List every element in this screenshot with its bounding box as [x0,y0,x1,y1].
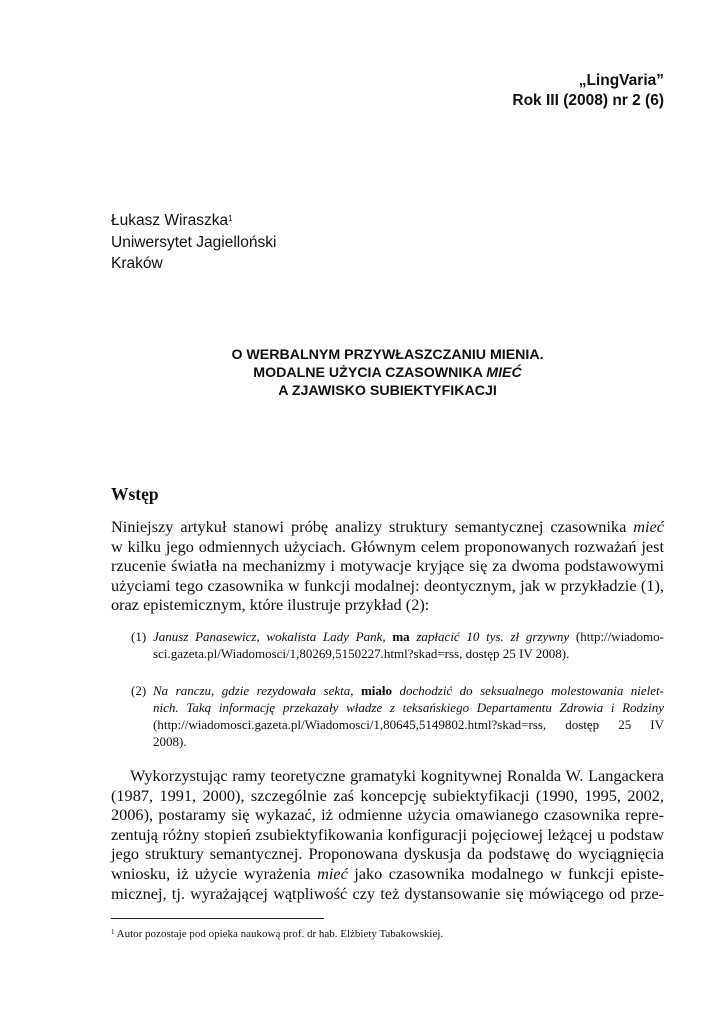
journal-name: „LingVaria” [578,72,664,89]
example-number: (1) [131,629,147,644]
author-block [111,210,276,275]
footnote-mark: 1 [111,928,115,936]
journal-issue: Rok III (2008) nr 2 (6) [512,92,664,109]
body-line: Wykorzystując ramy teoretyczne gramatyki kognitywnej Ronalda W. Langackera [130,766,664,785]
author-affiliation: Uniwersytet Jagielloński [111,233,277,251]
body-paragraph [111,766,664,903]
example-line: Janusz Panasewicz, wokalista Lady Pank, ma zapłacić 10 tys. zł grzywny (http://wiadomo- [153,629,664,644]
intro-line: w kilku jego odmiennych użyciach. Głównym celem proponowanych rozważań jest [111,536,664,556]
example-body [153,682,664,750]
title-line-2: MODALNE UŻYCIA CZASOWNIKA MIEĆ [253,365,522,381]
example-link[interactable]: (http://wiadomosci.gazeta.pl/Wiadomosci/1,80645,5149802.html?skad=rss, dostęp 25 IV [153,717,664,732]
intro-line: oraz epistemicznym, które ilustruje przykład (2): [111,595,430,615]
section-heading: Wstęp [111,484,159,504]
title-line-1: O WERBALNYM PRZYWŁASZCZANIU MIENIA. [231,347,544,363]
example-line: 2008). [153,734,187,749]
author-city: Kraków [111,255,163,272]
title-italic-verb: MIEĆ [486,365,522,381]
intro-line: użyciami tego czasownika w funkcji modalnej: deontycznym, jak w przykładzie (1), [111,575,664,595]
body-line: micznej, tj. wyrażającej wątpliwość czy też dystansowanie się mówiącego od prze- [111,883,664,903]
example-body [153,628,664,662]
footnote-text: Autor pozostaje pod opieka naukową prof. dr hab. Elżbiety Tabakowskiej. [114,928,444,940]
example-bold-verb: miało [360,683,393,698]
example-bold-verb: ma [392,629,410,644]
body-line: wniosku, iż użycie wyrażenia mieć jako czasownika modalnego w funkcji episte- [111,863,664,883]
body-line: 2006), postaramy się wykazać, iż odmienne użycia omawianego czasownika repre- [111,805,664,825]
example-1 [131,628,664,662]
footnote [111,928,443,940]
body-line: zentują różny stopień zsubiektyfikowania konfiguracji pojęciowej leżącej u podstaw [111,824,664,844]
example-link[interactable]: (http://wiadomo- [569,629,664,644]
body-line: jego struktury semantycznej. Proponowana dyskusja da podstawę do wyciągnięcia [111,844,664,864]
example-link[interactable]: sci.gazeta.pl/Wiadomosci/1,80269,5150227.html?skad=rss, dostęp 25 IV 2008). [153,646,570,661]
intro-line: rzucenie światła na mechanizmy i motywacje kryjące się za dwoma podstawowymi [111,556,664,576]
example-2 [131,682,664,750]
example-line: nich. Taką informację przekazały władze z teksańskiego Departamentu Zdrowia i Rodziny [153,700,664,715]
title-line-3: A ZJAWISKO SUBIEKTYFIKACJI [278,383,497,399]
intro-paragraph [111,517,664,615]
author-name: Łukasz Wiraszka$^1$ [111,212,233,229]
footnote-divider [111,918,324,919]
article-title [111,346,664,400]
example-line: Na ranczu, gdzie rezydowała sekta, miało dochodzić do seksualnego molestowania nielet- [153,683,664,698]
author-footnote-mark[interactable]: 1 [228,214,233,223]
example-number: (2) [131,683,147,698]
intro-line: Niniejszy artykuł stanowi próbę analizy struktury semantycznej czasownika mieć [111,517,664,536]
body-line: (1987, 1991, 2000), szczególnie zaś koncepcję subiektyfikacji (1990, 1995, 2002, [111,785,664,805]
journal-header [512,71,664,111]
